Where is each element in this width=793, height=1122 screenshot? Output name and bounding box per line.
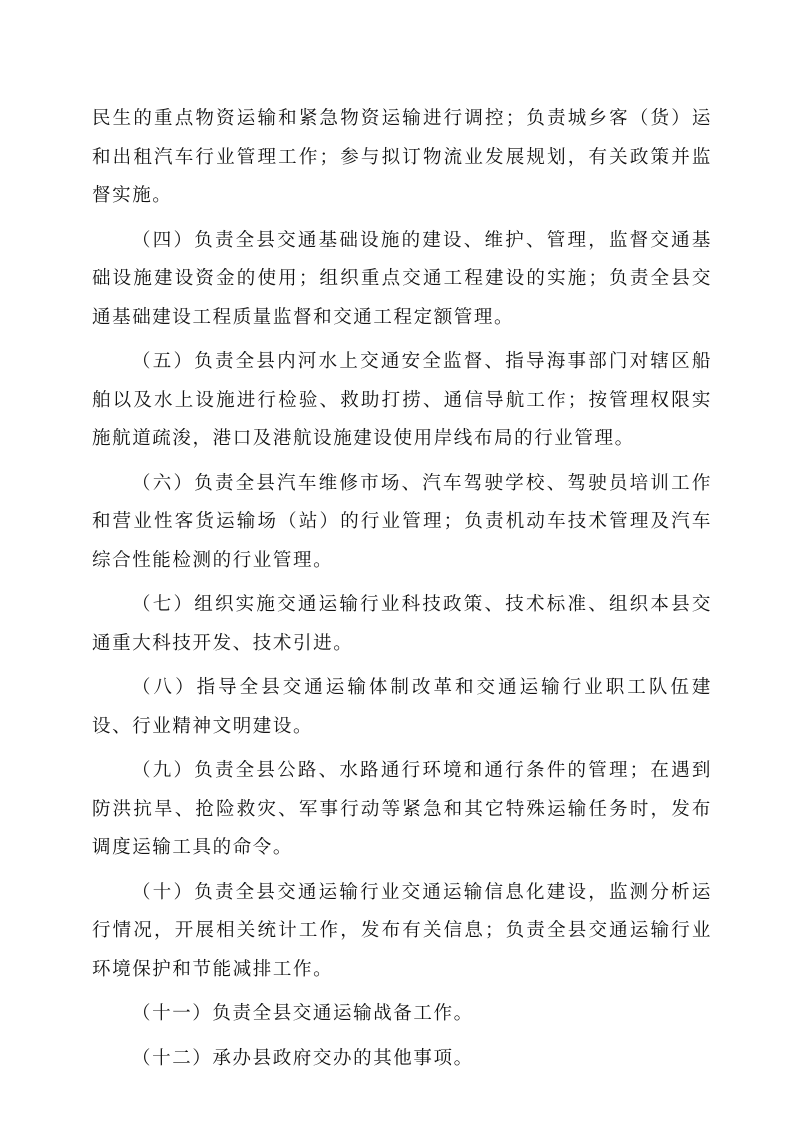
document-body <box>92 100 712 1084</box>
paragraph-item-11: （十一）负责全县交通运输战备工作。 <box>132 1003 474 1024</box>
paragraph-item-12: （十二）承办县政府交办的其他事项。 <box>132 1047 474 1069</box>
paragraph-item-6: （六）负责全县汽车维修市场、汽车驾驶学校、驾驶员培训工作和营业性客货运输场（站）的行业管理；负责机动车技术管理及汽车综合性能检测的行业管理。 <box>92 472 712 571</box>
paragraph-item-9: （九）负责全县公路、水路通行环境和通行条件的管理；在遇到防洪抗旱、抢险救灾、军事行动等紧急和其它特殊运输任务时，发布调度运输工具的命令。 <box>92 760 712 858</box>
paragraph-item-10: （十）负责全县交通运输行业交通运输信息化建设，监测分析运行情况，开展相关统计工作，发布有关信息；负责全县交通运输行业环境保护和节能减排工作。 <box>92 881 712 980</box>
paragraph-continuation: 民生的重点物资运输和紧急物资运输进行调控；负责城乡客（货）运和出租汽车行业管理工作；参与拟订物流业发展规划，有关政策并监督实施。 <box>92 108 712 206</box>
paragraph-item-7: （七）组织实施交通运输行业科技政策、技术标准、组织本县交通重大科技开发、技术引进。 <box>92 594 712 654</box>
paragraph-item-4: （四）负责全县交通基础设施的建设、维护、管理，监督交通基础设施建设资金的使用；组织重点交通工程建设的实施；负责全县交通基础建设工程质量监督和交通工程定额管理。 <box>92 229 712 328</box>
paragraph-item-5: （五）负责全县内河水上交通安全监督、指导海事部门对辖区船舶以及水上设施进行检验、救助打捞、通信导航工作；按管理权限实施航道疏浚，港口及港航设施建设使用岸线布局的行业管理。 <box>92 351 712 449</box>
paragraph-item-8: （八）指导全县交通运输体制改革和交通运输行业职工队伍建设、行业精神文明建设。 <box>92 677 712 737</box>
